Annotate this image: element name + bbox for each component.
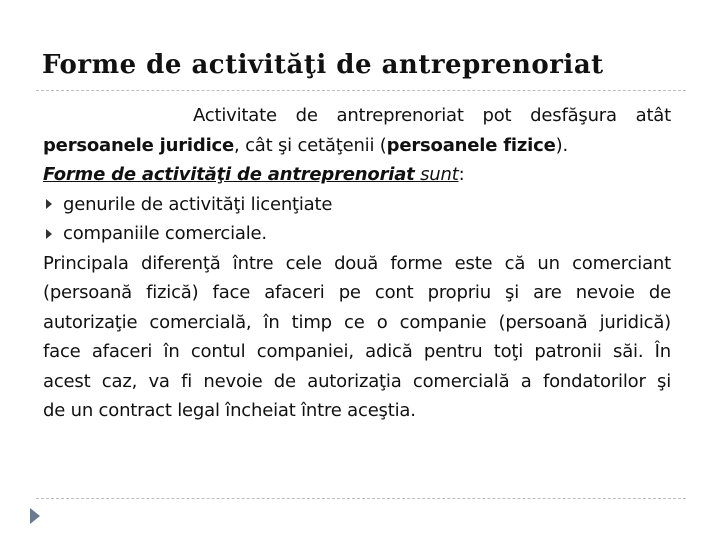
term-legal-entities: persoanele juridice — [43, 134, 235, 156]
forms-heading-emphasis: Forme de activităţi de antreprenoriat — [43, 164, 415, 185]
slide-title: Forme de activităţi de antreprenoriat — [42, 50, 604, 80]
triangle-right-icon — [46, 199, 52, 209]
bullet-item — [43, 219, 671, 249]
paragraph-line: Principala diferenţă între cele două forme este că un comerciant — [43, 252, 671, 274]
intro-end: ). — [555, 134, 568, 156]
intro-connector: , cât şi cetăţenii ( — [234, 134, 387, 156]
paragraph-line: face afaceri în contul companiei, adică pentru toţi patronii săi. În — [43, 341, 671, 362]
term-natural-persons: persoanele fizice — [386, 134, 556, 156]
forms-heading-colon: : — [458, 164, 465, 185]
triangle-right-icon — [46, 229, 52, 239]
paragraph-line: acest caz, va fi nevoie de autorizaţia comercială a fondatorilor şi — [43, 370, 671, 392]
bullet-text: genurile de activităţi licenţiate — [63, 193, 333, 215]
intro-line-1: Activitate de antreprenoriat pot desfăşura atât — [193, 105, 671, 126]
title-divider — [36, 90, 686, 91]
paragraph-line: (persoană fizică) face afaceri pe cont propriu şi are nevoie de — [43, 282, 671, 303]
slide-content — [43, 101, 671, 426]
paragraph-line: autorizaţie comercială, în timp ce o companie (persoană juridică) — [43, 311, 671, 333]
bullet-text: companiile comerciale. — [63, 223, 267, 244]
forms-heading — [43, 160, 671, 190]
next-slide-arrow-icon[interactable] — [30, 508, 40, 524]
paragraph-line: de un contract legal încheiat între aceştia. — [43, 400, 416, 421]
footer-divider — [36, 498, 686, 499]
bullet-item — [43, 190, 671, 220]
forms-heading-tail: sunt — [420, 164, 459, 185]
intro-line-2 — [43, 131, 671, 161]
